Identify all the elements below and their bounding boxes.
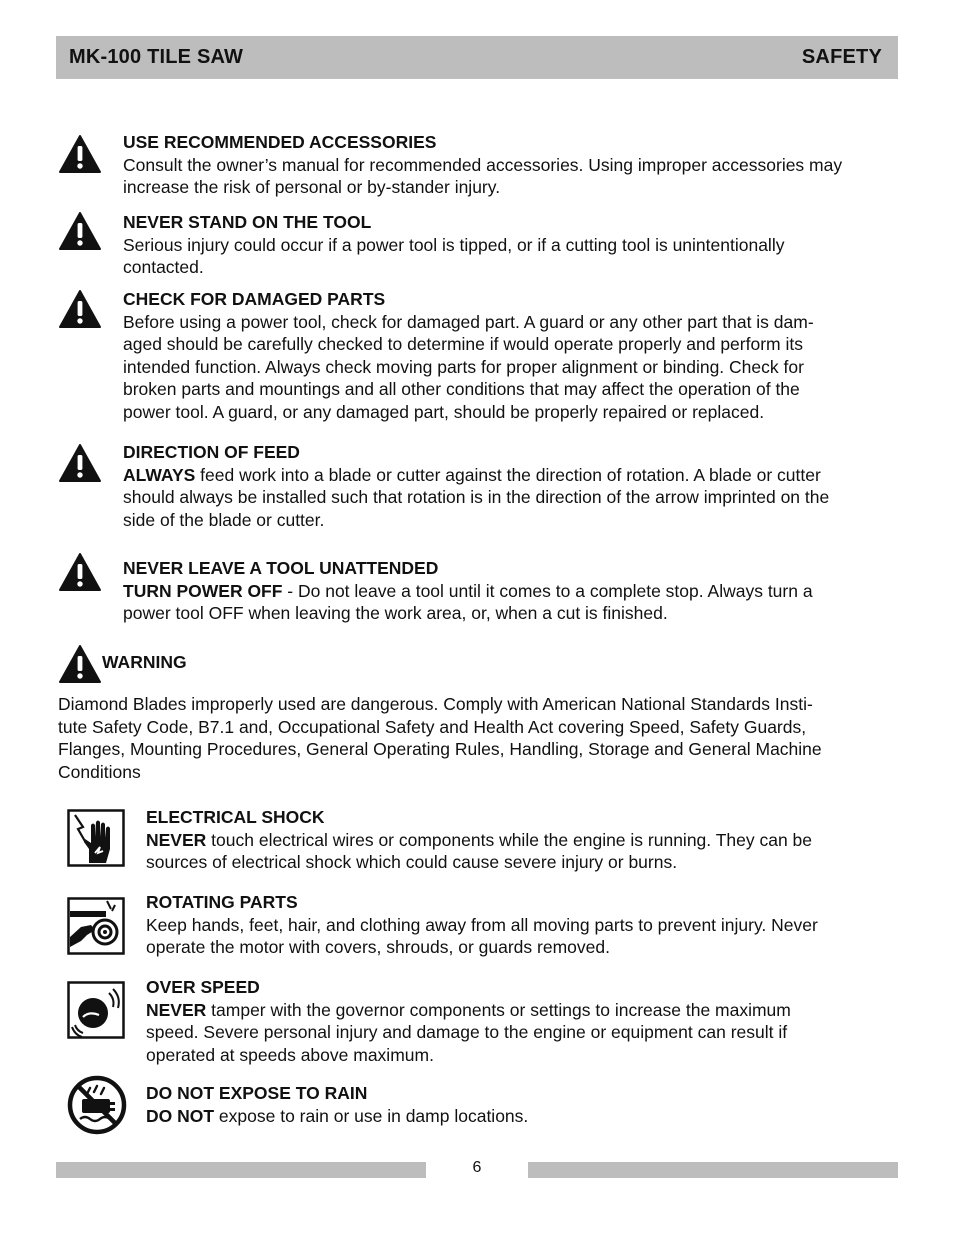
- warning-paragraph: [58, 693, 822, 783]
- section-title: SAFETY: [801, 46, 882, 68]
- hazard-heading: DO NOT EXPOSE TO RAIN: [146, 1083, 368, 1103]
- footer-bar-left: [56, 1162, 426, 1178]
- body-line: contacted.: [123, 257, 204, 278]
- emphasis-lead: NEVER: [146, 999, 207, 1020]
- body-line: Before using a power tool, check for damaged part. A guard or any other part that is dam-: [123, 311, 814, 332]
- body-line: should always be installed such that rotation is in the direction of the arrow imprinted on the: [123, 487, 830, 508]
- warning-triangle-icon: [58, 443, 102, 483]
- warning-triangle-icon: [58, 289, 102, 329]
- section-heading: DIRECTION OF FEED: [123, 442, 300, 462]
- hazard-over-speed: [146, 976, 791, 1066]
- body-line: sources of electrical shock which could cause severe injury or burns.: [146, 852, 678, 873]
- section-accessories: [123, 131, 842, 199]
- emphasis-lead: NEVER: [146, 829, 207, 850]
- section-heading: NEVER STAND ON THE TOOL: [123, 212, 372, 232]
- body-line: aged should be carefully checked to determine if would operate properly and perform its: [123, 334, 803, 355]
- body-line: tute Safety Code, B7.1 and, Occupational Safety and Health Act covering Speed, Safety Guards,: [58, 716, 807, 737]
- body-line: expose to rain or use in damp locations.: [214, 1105, 529, 1126]
- body-line: touch electrical wires or components while the engine is running. They can be: [206, 829, 813, 850]
- section-heading: NEVER LEAVE A TOOL UNATTENDED: [123, 558, 439, 578]
- body-line: power tool. A guard, or any damaged part, should be properly repaired or replaced.: [123, 401, 765, 422]
- hazard-heading: ELECTRICAL SHOCK: [146, 807, 325, 827]
- section-never-stand: [123, 211, 784, 279]
- emphasis-lead: ALWAYS: [123, 464, 196, 485]
- body-line: operate the motor with covers, shrouds, or guards removed.: [146, 937, 610, 958]
- manual-title: MK-100 TILE SAW: [69, 46, 244, 68]
- body-line: tamper with the governor components or settings to increase the maximum: [206, 999, 791, 1020]
- section-heading: CHECK FOR DAMAGED PARTS: [123, 289, 386, 309]
- page-number: 6: [472, 1159, 482, 1176]
- body-line: Serious injury could occur if a power tool is tipped, or if a cutting tool is unintentionally: [123, 234, 785, 255]
- body-line: feed work into a blade or cutter against the direction of rotation. A blade or cutter: [195, 464, 821, 485]
- body-line: - Do not leave a tool until it comes to a complete stop. Always turn a: [282, 580, 813, 601]
- warning-triangle-icon: [58, 211, 102, 251]
- hazard-rotating: [146, 891, 818, 959]
- section-unattended: [123, 557, 813, 625]
- over-speed-icon: [67, 981, 125, 1039]
- body-line: Conditions: [58, 761, 141, 782]
- body-line: speed. Severe personal injury and damage to the engine or equipment can result if: [146, 1022, 788, 1043]
- emphasis-lead: TURN POWER OFF: [123, 580, 283, 601]
- section-damaged-parts: [123, 288, 814, 424]
- body-line: broken parts and mountings and all other conditions that may affect the operation of the: [123, 379, 800, 400]
- body-line: Diamond Blades improperly used are dangerous. Comply with American National Standards Insti-: [58, 694, 813, 714]
- body-line: Flanges, Mounting Procedures, General Operating Rules, Handling, Storage and General Machine: [58, 739, 822, 760]
- body-line: Keep hands, feet, hair, and clothing away from all moving parts to prevent injury. Never: [146, 914, 818, 935]
- hazard-heading: ROTATING PARTS: [146, 892, 298, 912]
- no-rain-icon: [66, 1074, 128, 1136]
- footer-bar-right: [528, 1162, 898, 1178]
- body-line: side of the blade or cutter.: [123, 509, 325, 530]
- warning-triangle-icon: [58, 552, 102, 592]
- hazard-heading: OVER SPEED: [146, 977, 260, 997]
- body-line: increase the risk of personal or by-stander injury.: [123, 177, 501, 198]
- page-header: [56, 36, 898, 79]
- body-line: operated at speeds above maximum.: [146, 1044, 434, 1065]
- section-direction-of-feed: [123, 441, 829, 531]
- section-heading: USE RECOMMENDED ACCESSORIES: [123, 132, 437, 152]
- hazard-electrical: [146, 806, 812, 874]
- warning-label: WARNING: [102, 652, 187, 672]
- rotating-parts-icon: [67, 897, 125, 955]
- body-line: Consult the owner’s manual for recommended accessories. Using improper accessories may: [123, 154, 843, 175]
- hazard-rain: [146, 1082, 528, 1127]
- emphasis-lead: DO NOT: [146, 1105, 215, 1126]
- warning-triangle-icon: [58, 134, 102, 174]
- warning-triangle-icon: [58, 644, 102, 684]
- body-line: intended function. Always check moving parts for proper alignment or binding. Check for: [123, 356, 804, 377]
- body-line: power tool OFF when leaving the work area, or, when a cut is finished.: [123, 603, 668, 624]
- electrical-shock-icon: [67, 809, 125, 867]
